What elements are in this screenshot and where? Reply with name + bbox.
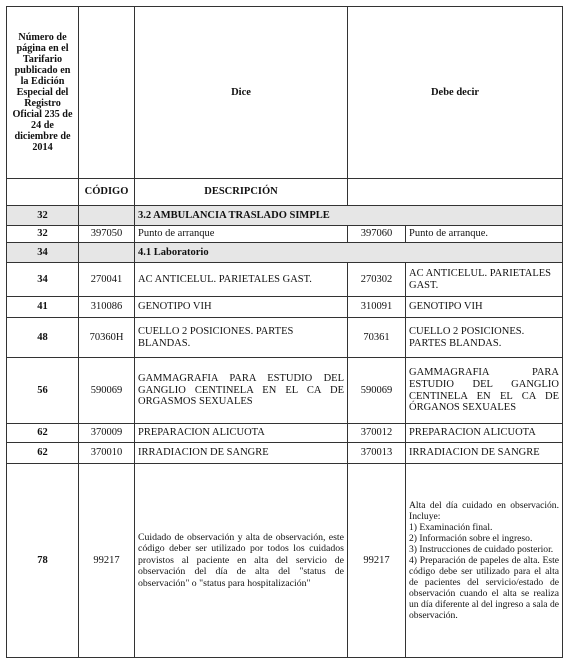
header-descripcion: DESCRIPCIÓN bbox=[135, 179, 348, 206]
description-new: IRRADIACION DE SANGRE bbox=[406, 443, 563, 464]
description-old: GAMMAGRAFIA PARA ESTUDIO DEL GANGLIO CENTINELA EN EL CA DE ORGASMOS SEXUALES bbox=[135, 358, 348, 424]
code-new: 310091 bbox=[348, 297, 406, 318]
description-new bbox=[406, 464, 563, 658]
code-old: 397050 bbox=[79, 226, 135, 243]
code-old: 370009 bbox=[79, 424, 135, 443]
page-number: 48 bbox=[7, 318, 79, 358]
code-old: 370010 bbox=[79, 443, 135, 464]
table-row bbox=[7, 226, 563, 243]
description-new: PREPARACION ALICUOTA bbox=[406, 424, 563, 443]
description-old: PREPARACION ALICUOTA bbox=[135, 424, 348, 443]
table-row bbox=[7, 358, 563, 424]
code-old: 99217 bbox=[79, 464, 135, 658]
description-old: Cuidado de observación y alta de observación, este código deber ser utilizado por todos los cuidados provistos al paciente en alta del servicio de observación del día de alta del "status de observación" o "status para hospitalización" bbox=[135, 464, 348, 658]
description-old: AC ANTICELUL. PARIETALES GAST. bbox=[135, 263, 348, 297]
header-page-reference: Número de página en el Tarifario publicado en la Edición Especial del Registro Oficial 235 de 24 de diciembre de 2014 bbox=[7, 7, 79, 179]
code-new: 70361 bbox=[348, 318, 406, 358]
code-new: 370013 bbox=[348, 443, 406, 464]
description-old: Punto de arranque bbox=[135, 226, 348, 243]
description-new-item: 1) Examinación final. bbox=[409, 521, 493, 533]
page-number: 62 bbox=[7, 424, 79, 443]
code-old: 590069 bbox=[79, 358, 135, 424]
code-new: 590069 bbox=[348, 358, 406, 424]
description-new-item: 2) Información sobre el ingreso. bbox=[409, 532, 533, 544]
page-number: 41 bbox=[7, 297, 79, 318]
table-row bbox=[7, 443, 563, 464]
description-new: AC ANTICELUL. PARIETALES GAST. bbox=[406, 263, 563, 297]
table-row bbox=[7, 263, 563, 297]
table-row bbox=[7, 297, 563, 318]
subheader-row bbox=[7, 179, 563, 206]
code-new: 370012 bbox=[348, 424, 406, 443]
description-old: GENOTIPO VIH bbox=[135, 297, 348, 318]
errata-document bbox=[6, 6, 563, 658]
description-new-intro: Alta del día cuidado en observación. Incluye: bbox=[409, 499, 560, 522]
code-old: 270041 bbox=[79, 263, 135, 297]
empty-cell bbox=[79, 243, 135, 263]
description-old: CUELLO 2 POSICIONES. PARTES BLANDAS. bbox=[135, 318, 348, 358]
page-number: 32 bbox=[7, 206, 79, 226]
errata-table bbox=[6, 6, 563, 658]
code-new: 270302 bbox=[348, 263, 406, 297]
header-empty-cell bbox=[79, 7, 135, 179]
section-title: 3.2 AMBULANCIA TRASLADO SIMPLE bbox=[135, 206, 563, 226]
code-new: 397060 bbox=[348, 226, 406, 243]
page-number: 62 bbox=[7, 443, 79, 464]
code-new: 99217 bbox=[348, 464, 406, 658]
page-number: 34 bbox=[7, 263, 79, 297]
empty-cell bbox=[79, 206, 135, 226]
description-new-item: 4) Preparación de papeles de alta. Este código debe ser utilizado para el alta de pacientes del servicio/estado de observación cuando el alta se realiza un día diferente al del ingreso a sala de observación. bbox=[409, 554, 560, 622]
section-title: 4.1 Laboratorio bbox=[135, 243, 563, 263]
header-codigo: CÓDIGO bbox=[79, 179, 135, 206]
page-number: 56 bbox=[7, 358, 79, 424]
subheader-empty-cell bbox=[7, 179, 79, 206]
page-number: 34 bbox=[7, 243, 79, 263]
subheader-empty-cell bbox=[348, 179, 563, 206]
code-old: 310086 bbox=[79, 297, 135, 318]
code-old: 70360H bbox=[79, 318, 135, 358]
description-new: Punto de arranque. bbox=[406, 226, 563, 243]
table-row bbox=[7, 464, 563, 658]
page-number: 78 bbox=[7, 464, 79, 658]
description-new: GENOTIPO VIH bbox=[406, 297, 563, 318]
description-old: IRRADIACION DE SANGRE bbox=[135, 443, 348, 464]
section-row bbox=[7, 206, 563, 226]
table-row bbox=[7, 318, 563, 358]
header-row bbox=[7, 7, 563, 179]
header-debe-decir: Debe decir bbox=[348, 7, 563, 179]
page-number: 32 bbox=[7, 226, 79, 243]
section-row bbox=[7, 243, 563, 263]
header-dice: Dice bbox=[135, 7, 348, 179]
description-new: GAMMAGRAFIA PARA ESTUDIO DEL GANGLIO CENTINELA EN EL CA DE ÓRGANOS SEXUALES bbox=[406, 358, 563, 424]
description-new: CUELLO 2 POSICIONES. PARTES BLANDAS. bbox=[406, 318, 563, 358]
description-new-item: 3) Instrucciones de cuidado posterior. bbox=[409, 543, 554, 555]
table-row bbox=[7, 424, 563, 443]
